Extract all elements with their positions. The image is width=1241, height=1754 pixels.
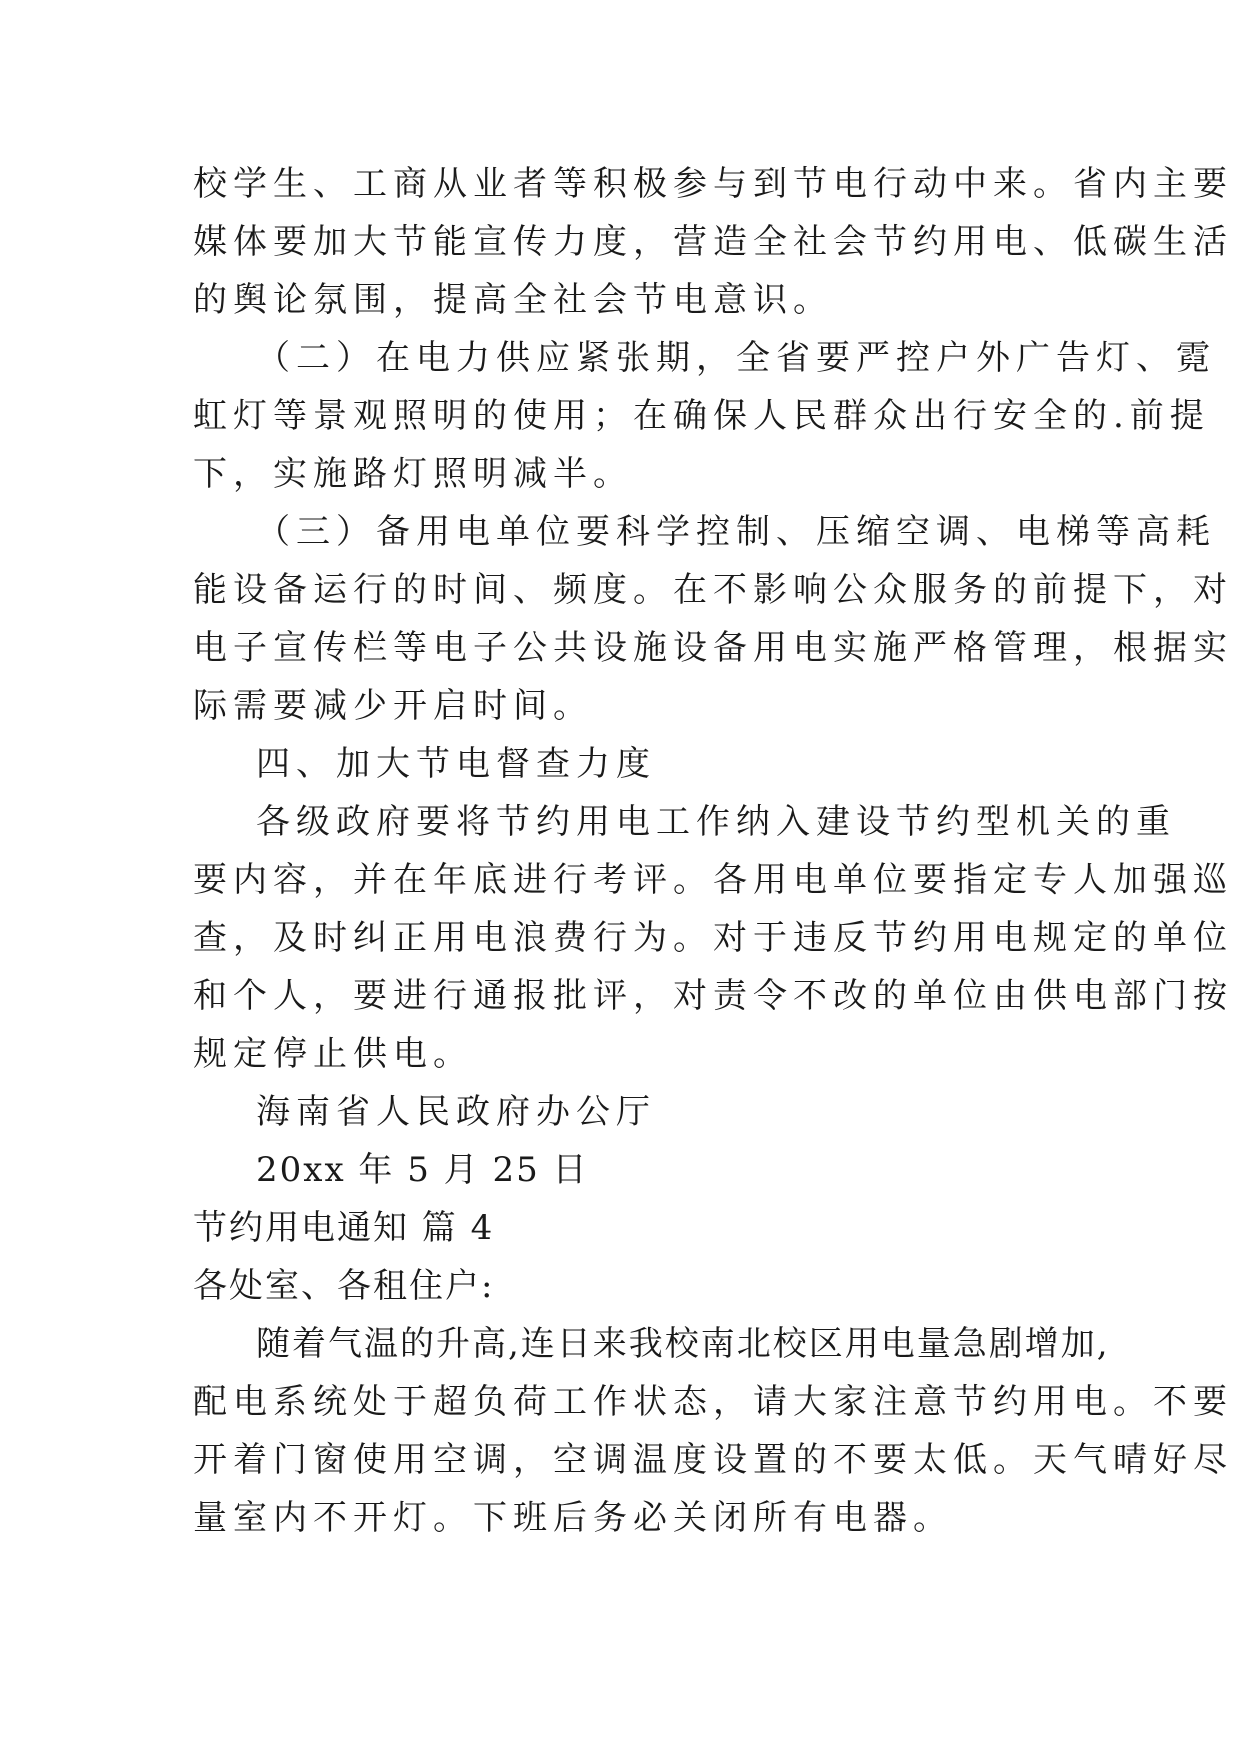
paragraph-line: 各级政府要将节约用电工作纳入建设节约型机关的重 <box>256 802 1176 842</box>
paragraph-line: 的舆论氛围，提高全社会节电意识。 <box>193 280 833 320</box>
document-page <box>193 155 1233 1547</box>
signature-issuer: 海南省人民政府办公厅 <box>256 1092 656 1132</box>
paragraph-line: 和个人，要进行通报批评，对责令不改的单位由供电部门按 <box>193 976 1233 1016</box>
paragraph-line: 配电系统处于超负荷工作状态，请大家注意节约用电。不要 <box>193 1382 1233 1422</box>
paragraph-line: （二）在电力供应紧张期，全省要严控户外广告灯、霓 <box>256 338 1216 378</box>
paragraph-line: 随着气温的升高,连日来我校南北校区用电量急剧增加, <box>256 1324 1110 1364</box>
notice-title: 节约用电通知 篇 4 <box>193 1208 495 1248</box>
paragraph-line: 际需要减少开启时间。 <box>193 686 593 726</box>
paragraph-line: （三）备用电单位要科学控制、压缩空调、电梯等高耗 <box>256 512 1216 552</box>
notice-salutation: 各处室、各租住户: <box>193 1266 495 1306</box>
paragraph-line: 能设备运行的时间、频度。在不影响公众服务的前提下，对 <box>193 570 1233 610</box>
paragraph-line: 媒体要加大节能宣传力度，营造全社会节约用电、低碳生活 <box>193 222 1233 262</box>
paragraph-line: 下，实施路灯照明减半。 <box>193 454 633 494</box>
section-heading: 四、加大节电督查力度 <box>256 744 656 784</box>
paragraph-line: 开着门窗使用空调，空调温度设置的不要太低。天气晴好尽 <box>193 1440 1233 1480</box>
paragraph-line: 规定停止供电。 <box>193 1034 473 1074</box>
signature-date: 20xx 年 5 月 25 日 <box>256 1150 589 1190</box>
paragraph-line: 电子宣传栏等电子公共设施设备用电实施严格管理，根据实 <box>193 628 1233 668</box>
paragraph-line: 校学生、工商从业者等积极参与到节电行动中来。省内主要 <box>193 164 1233 204</box>
paragraph-line: 虹灯等景观照明的使用；在确保人民群众出行安全的.前提 <box>193 396 1210 436</box>
paragraph-line: 查，及时纠正用电浪费行为。对于违反节约用电规定的单位 <box>193 918 1233 958</box>
paragraph-line: 要内容，并在年底进行考评。各用电单位要指定专人加强巡 <box>193 860 1233 900</box>
paragraph-line: 量室内不开灯。下班后务必关闭所有电器。 <box>193 1498 953 1538</box>
